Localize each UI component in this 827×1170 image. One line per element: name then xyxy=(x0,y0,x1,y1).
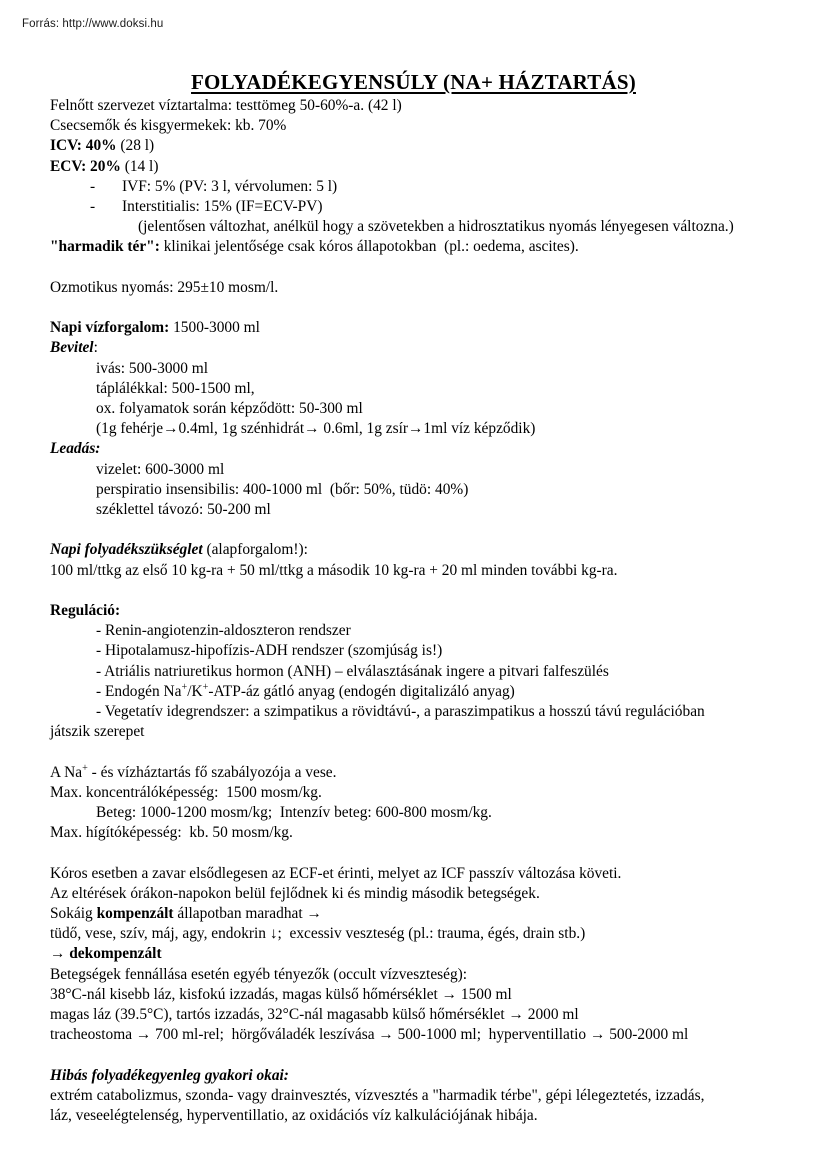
occult-loss-heading: Betegségek fennállása esetén egyéb tényezők (occult vízveszteség): xyxy=(50,965,468,983)
regulation-na-mid: /K xyxy=(187,682,203,700)
compensated-post: állapotban maradhat → xyxy=(173,905,322,923)
list-item-ivf-text: IVF: 5% (PV: 3 l, vérvolumen: 5 l) xyxy=(122,177,338,195)
causes-label: Hibás folyadékegyenleg gyakori okai: xyxy=(50,1066,289,1084)
spacer xyxy=(50,742,780,762)
occult-loss-line-3: tracheostoma → 700 ml-rel; hörgőváladék leszívása → 500-1000 ml; hyperventillatio → 500-2000 ml xyxy=(50,1026,689,1044)
intake-label: Bevitel xyxy=(50,339,94,357)
requirement-label-suffix: (alapforgalom!): xyxy=(202,541,308,559)
interstitialis-note: (jelentősen változhat, anélkül hogy a szövetekben a hidrosztatikus nyomás lényegesen változna.) xyxy=(138,218,734,236)
regulation-item-natrium-potassium-atpase xyxy=(50,682,780,702)
max-dilution-line: Max. hígítóképesség: kb. 50 mosm/kg. xyxy=(50,824,293,842)
requirement-heading xyxy=(50,540,780,560)
daily-turnover-value: 1500-3000 ml xyxy=(169,319,260,337)
decompensated-line: → dekompenzált xyxy=(50,945,162,963)
kidney-na-suffix: - és vízháztartás fő szabályozója a vese. xyxy=(87,763,337,781)
superscript-plus: + xyxy=(181,681,188,693)
third-space-text: klinikai jelentősége csak kóros állapotokban (pl.: oedema, ascites). xyxy=(159,238,579,256)
icv-label: ICV: 40% xyxy=(50,137,117,155)
compensated-pre: Sokáig xyxy=(50,905,97,923)
requirement-label: Napi folyadékszükséglet xyxy=(50,541,203,559)
page-title xyxy=(0,70,827,95)
patient-concentration-line: Beteg: 1000-1200 mosm/kg; Intenzív beteg: 600-800 mosm/kg. xyxy=(96,804,492,822)
intake-label-suffix: : xyxy=(93,339,98,357)
third-space-line xyxy=(50,237,780,257)
regulation-label: Reguláció: xyxy=(50,602,121,620)
ecv-label: ECV: 20% xyxy=(50,157,121,175)
regulation-item-vegetative: - Vegetatív idegrendszer: a szimpatikus a rövidtávú-, a paraszimpatikus a hosszú távú regulációban xyxy=(96,703,705,721)
intake-heading xyxy=(50,338,780,358)
intake-item: (1g fehérje→0.4ml, 1g szénhidrát→ 0.6ml, 1g zsír→1ml víz képződik) xyxy=(96,420,536,438)
regulation-item: - Renin-angiotenzin-aldoszteron rendszer xyxy=(96,622,351,640)
causes-line-1: extrém catabolizmus, szonda- vagy drainvesztés, vízvesztés a "harmadik térbe", gépi lélegeztetés, izzadás, xyxy=(50,1086,705,1104)
spacer xyxy=(50,258,780,278)
regulation-na-suffix: -ATP-áz gátló anyag (endogén digitalizáló anyag) xyxy=(208,682,515,700)
page-title-text: FOLYADÉKEGYENSÚLY (NA+ HÁZTARTÁS) xyxy=(191,70,636,95)
regulation-na-prefix: - Endogén Na xyxy=(96,682,182,700)
spacer xyxy=(50,581,780,601)
regulation-heading xyxy=(50,601,780,621)
output-item: vizelet: 600-3000 ml xyxy=(96,460,225,478)
organ-failure-line: tüdő, vese, szív, máj, agy, endokrin ↓; excessiv veszteség (pl.: trauma, égés, drain stb.) xyxy=(50,925,586,943)
intake-item: ox. folyamatok során képződött: 50-300 ml xyxy=(96,400,363,418)
icv-value: (28 l) xyxy=(116,137,155,155)
spacer xyxy=(50,520,780,540)
intake-item: táplálékkal: 500-1500 ml, xyxy=(96,379,255,397)
output-item: perspiratio insensibilis: 400-1000 ml (bőr: 50%, tüdö: 40%) xyxy=(96,480,469,498)
occult-loss-line-1: 38°C-nál kisebb láz, kisfokú izzadás, magas külső hőmérséklet → 1500 ml xyxy=(50,985,512,1003)
causes-heading xyxy=(50,1066,780,1086)
list-item-interstitialis xyxy=(50,197,780,217)
regulation-item-vegetative-continuation: játszik szerepet xyxy=(50,723,145,741)
dash-bullet-icon: - xyxy=(90,198,96,216)
regulation-item: - Atriális natriuretikus hormon (ANH) – elválasztásának ingere a pitvari falfeszülés xyxy=(96,662,609,680)
requirement-text: 100 ml/ttkg az első 10 kg-ra + 50 ml/ttkg a második 10 kg-ra + 20 ml minden további kg-ra. xyxy=(50,561,618,579)
list-item-interstitialis-text: Interstitialis: 15% (IF=ECV-PV) xyxy=(122,198,323,216)
output-label: Leadás: xyxy=(50,440,101,458)
spacer xyxy=(50,843,780,863)
output-item: széklettel távozó: 50-200 ml xyxy=(96,501,271,519)
pathology-line-2: Az eltérések órákon-napokon belül fejlődnek ki és mindig második betegségek. xyxy=(50,884,540,902)
causes-line-2: láz, veseelégtelenség, hyperventillatio, az oxidációs víz kalkulációjának hibája. xyxy=(50,1107,538,1125)
source-watermark: Forrás: http://www.doksi.hu xyxy=(22,18,164,30)
third-space-label: "harmadik tér": xyxy=(50,238,160,256)
daily-turnover-line xyxy=(50,318,780,338)
document-body xyxy=(50,96,780,1126)
regulation-item: - Hipotalamusz-hipofízis-ADH rendszer (szomjúság is!) xyxy=(96,642,443,660)
superscript-plus: + xyxy=(202,681,209,693)
daily-turnover-label: Napi vízforgalom: xyxy=(50,319,170,337)
compensated-line xyxy=(50,904,780,924)
superscript-plus: + xyxy=(82,762,88,774)
infant-water-content-line: Csecsemők és kisgyermekek: kb. 70% xyxy=(50,117,287,135)
max-concentration-line: Max. koncentrálóképesség: 1500 mosm/kg. xyxy=(50,783,322,801)
ecv-value: (14 l) xyxy=(120,157,159,175)
compensated-bold: kompenzált xyxy=(96,905,174,923)
intake-item: ivás: 500-3000 ml xyxy=(96,359,209,377)
occult-loss-line-2: magas láz (39.5°C), tartós izzadás, 32°C-nál magasabb külső hőmérséklet → 2000 ml xyxy=(50,1006,579,1024)
kidney-regulator-line xyxy=(50,763,780,783)
spacer xyxy=(50,298,780,318)
body-water-content-line: Felnőtt szervezet víztartalma: testtömeg 50-60%-a. (42 l) xyxy=(50,97,402,114)
pathology-line-1: Kóros esetben a zavar elsődlegesen az ECF-et érinti, melyet az ICF passzív változása követi. xyxy=(50,864,622,882)
output-heading xyxy=(50,439,780,459)
icv-line xyxy=(50,136,780,156)
osmotic-pressure-line: Ozmotikus nyomás: 295±10 mosm/l. xyxy=(50,278,279,296)
kidney-na-prefix: A Na xyxy=(50,763,83,781)
spacer xyxy=(50,1045,780,1065)
dash-bullet-icon: - xyxy=(90,177,96,195)
ecv-line xyxy=(50,157,780,177)
list-item-ivf xyxy=(50,177,780,197)
